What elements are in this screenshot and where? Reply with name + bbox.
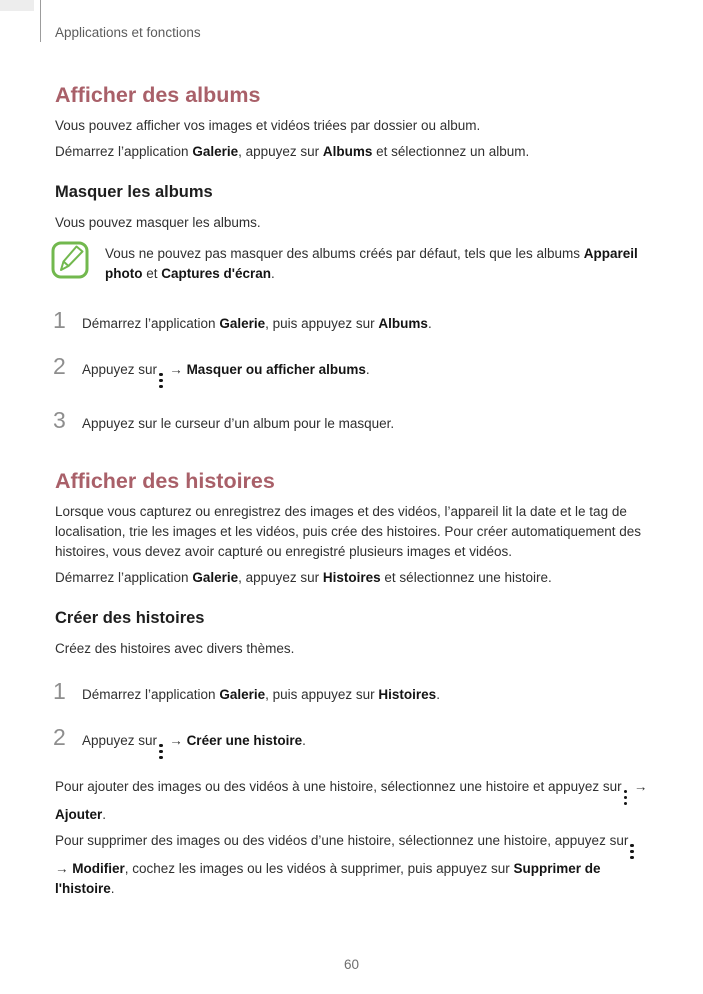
step-number: 2 [53, 353, 66, 379]
note-text: Vous ne pouvez pas masquer des albums créés par défaut, tels que les albums Appareil photo et Captures d'écran. [105, 246, 638, 281]
section-title: Afficher des albums [55, 83, 261, 107]
paragraph: Vous pouvez masquer les albums. [55, 215, 261, 230]
step-item [55, 408, 649, 434]
step-item [55, 308, 649, 334]
step-number: 2 [53, 724, 66, 750]
edit-note-icon [51, 241, 89, 279]
paragraph: Vous pouvez afficher vos images et vidéos triées par dossier ou album. [55, 118, 481, 133]
section-title: Afficher des histoires [55, 469, 275, 493]
paragraph: Pour supprimer des images ou des vidéos d’une histoire, sélectionnez une histoire, appuyez sur → Modifier, cochez les images ou les vidéos à supprimer, puis appuyez sur Supprimer de l'histoire. [55, 831, 649, 899]
document-content [55, 82, 649, 899]
more-vertical-icon [630, 844, 634, 860]
step-item [55, 679, 649, 705]
step-number: 3 [53, 407, 66, 433]
step-number: 1 [53, 678, 66, 704]
subsection-title: Créer des histoires [55, 609, 205, 627]
paragraph: Pour ajouter des images ou des vidéos à une histoire, sélectionnez une histoire et appuyez sur → Ajouter. [55, 779, 648, 822]
paragraph: Lorsque vous capturez ou enregistrez des images et des vidéos, l’appareil lit la date et le tag de localisation, trie les images et les vidéos, puis crée des histoires. Pour créer automatiquement des histoires, vous devez avoir capturé ou enregistré plusieurs images et vidéos. [55, 504, 642, 559]
page-number: 60 [343, 957, 360, 972]
step-text: Appuyez sur → Masquer ou afficher albums. [82, 360, 649, 388]
subsection-title: Masquer les albums [55, 183, 213, 201]
note-callout [55, 241, 649, 284]
more-vertical-icon [159, 744, 163, 760]
page-corner-decoration [0, 0, 34, 11]
step-number: 1 [53, 307, 66, 333]
more-vertical-icon [624, 790, 628, 806]
step-text: Appuyez sur le curseur d’un album pour le masquer. [82, 416, 395, 431]
more-vertical-icon [159, 373, 163, 389]
paragraph: Créez des histoires avec divers thèmes. [55, 641, 295, 656]
step-text: Démarrez l’application Galerie, puis appuyez sur Albums. [82, 316, 432, 331]
step-item [55, 725, 649, 759]
header-rule [40, 0, 41, 42]
step-item [55, 354, 649, 388]
step-text: Démarrez l’application Galerie, puis appuyez sur Histoires. [82, 687, 440, 702]
step-text: Appuyez sur → Créer une histoire. [82, 731, 649, 759]
paragraph: Démarrez l’application Galerie, appuyez sur Albums et sélectionnez un album. [55, 144, 530, 159]
paragraph: Démarrez l’application Galerie, appuyez sur Histoires et sélectionnez une histoire. [55, 570, 552, 585]
running-header: Applications et fonctions [55, 25, 201, 40]
